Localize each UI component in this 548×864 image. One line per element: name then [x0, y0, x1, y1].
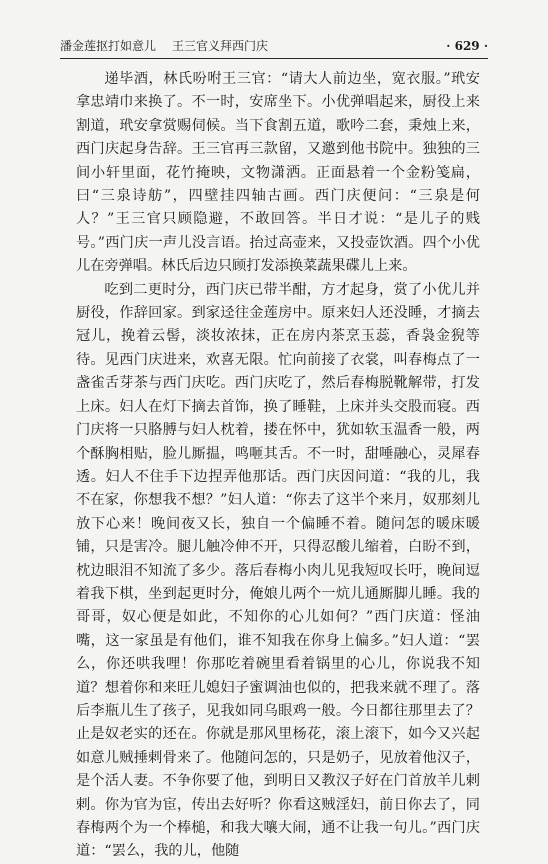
- chapter-title-part2: 王三官义拜西门庆: [172, 39, 269, 53]
- paragraph: 递毕酒，林氏吩咐王三官：“请大人前边坐，宽衣服。”玳安拿忠靖巾来换了。不一时，安席坐下。小优弹唱起来，厨役上来割道，玳安拿赏赐伺候。当下食割五道，歌吟二套，秉烛上来，西门庆起身告辞。王三官再三款留，又邀到他书院中。独独的三间小轩里面，花竹掩映，文物潇洒。正面悬着一个金粉笺扁，曰“三泉诗舫”，四壁挂四轴古画。西门庆便问：“三泉是何人？”王三官只顾隐避，不敢回答。半日才说：“是儿子的贱号。”西门庆一声儿没言语。抬过高壶来，又投壶饮酒。四个小优儿在旁弹唱。林氏后边只顾打发添换菜蔬果碟儿上来。: [76, 71, 480, 275]
- page-number: · 629 ·: [446, 39, 488, 53]
- chapter-title-part1: 潘金莲抠打如意儿: [60, 39, 157, 53]
- running-header: [60, 36, 488, 56]
- chapter-title: [60, 36, 268, 56]
- paragraph: 吃到二更时分，西门庆已带半酣，方才起身，赏了小优儿并厨役，作辞回家。到家迳往金莲房中。原来妇人还没睡，才摘去冠儿，挽着云髻，淡妆浓抹，正在房内茶烹玉蕊，香袅金猊等待。见西门庆进来，欢喜无限。忙向前接了衣裳，叫春梅点了一盏雀舌芽茶与西门庆吃。西门庆吃了，然后春梅脱靴解带，打发上床。妇人在灯下摘去首饰，换了睡鞋，上床并头交股而寝。西门庆将一只胳膊与妇人枕着，搂在怀中，犹如软玉温香一般，两个酥胸相贴，脸儿厮揾，鸣咂其舌。不一时，甜唾融心，灵犀春透。妇人不住手下边捏弄他那话。西门庆因问道：“我的儿，我不在家，你想我不想？”妇人道：“你去了这半个来月，奴那刻儿放下心来！晚间夜又长，独自一个偏睡不着。随问怎的暖床暖铺，只是害冷。腿儿触冷伸不开，只得忍酸儿缩着，白盼不到，枕边眼泪不知流了多少。落后春梅小肉儿见我短叹长吁，晚间逗着我下棋，坐到起更时分，俺娘儿两个一炕儿通厮脚儿睡。我的哥哥，奴心便是如此，不知你的心儿如何？”西门庆道：怪油嘴，这一家虽是有他们，谁不知我在你身上偏多。”妇人道：“罢么，你还哄我哩！你那吃着碗里看着锅里的心儿，你说我不知道？想着你和来旺儿媳妇子蜜调油也似的，把我来就不理了。落后李瓶儿生了孩子，见我如同乌眼鸡一般。今日都往那里去了？止是奴老实的还在。你就是那风里杨花，滚上滚下，如今又兴起如意儿贼捶剌骨来了。他随问怎的，只是奶子，见放着他汉子，是个活人妻。不争你要了他，到明日又教汉子好在门首放羊儿剌剌。你为官为宦，传出去好听？你看这贼淫妇，前日你去了，同春梅两个为一个棒槌，和我大嚷大闹，通不让我一句儿。”西门庆道：“罢么，我的儿，他随: [76, 281, 480, 860]
- header-rule: [60, 58, 488, 59]
- body-text: [76, 68, 480, 864]
